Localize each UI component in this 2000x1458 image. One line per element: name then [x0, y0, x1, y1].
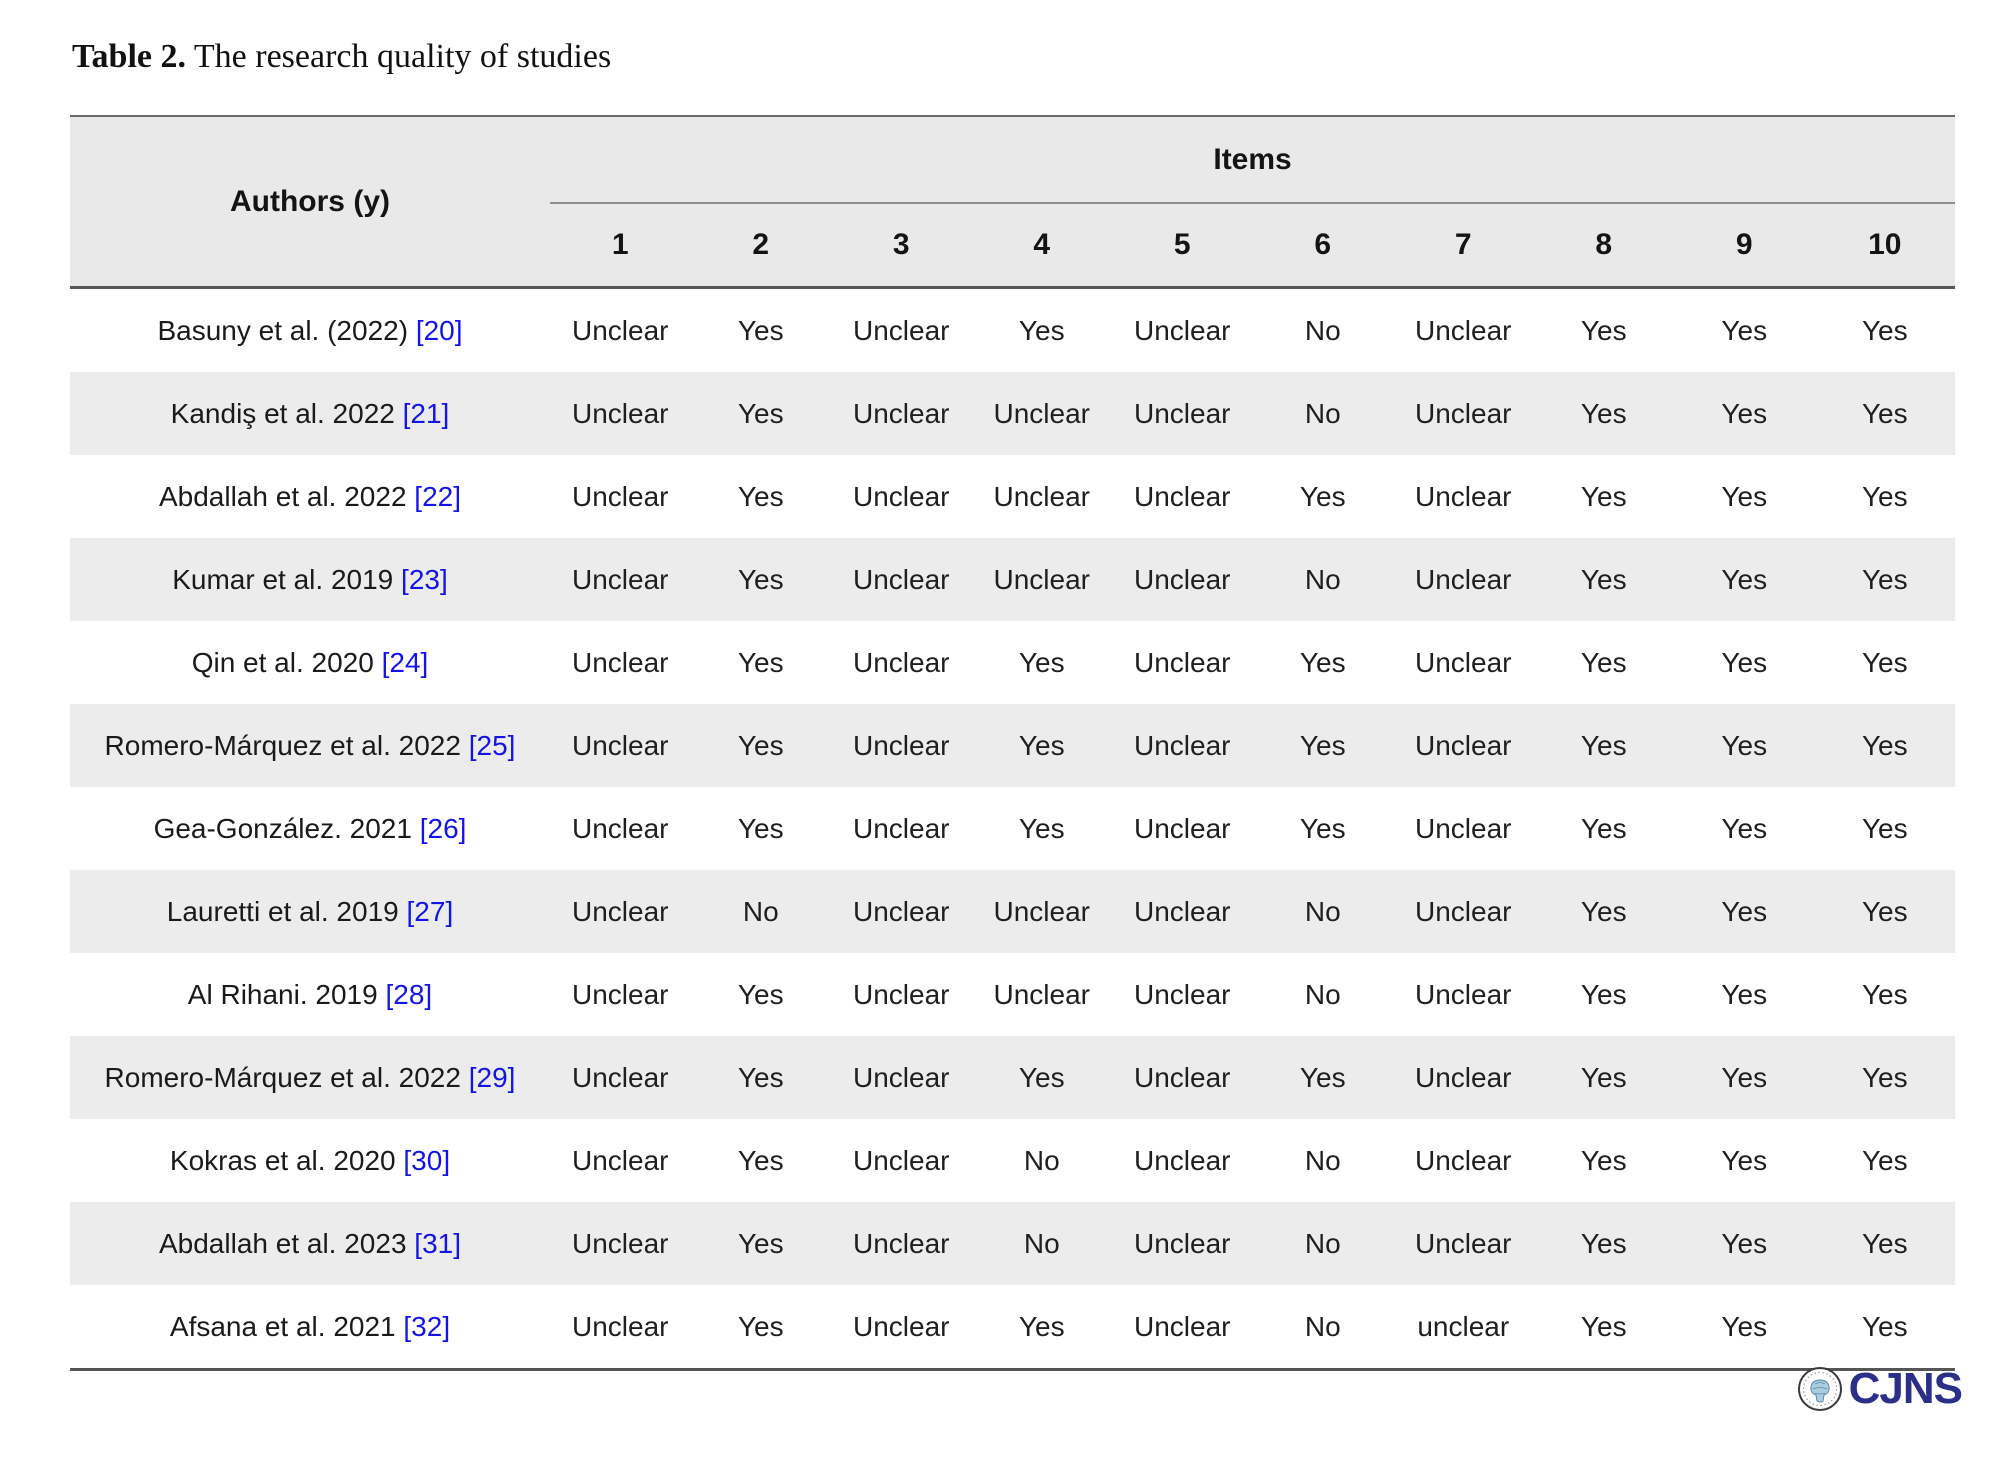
item-column-header: 9 [1674, 203, 1815, 288]
table-row [70, 1202, 1955, 1285]
item-value-cell: Unclear [550, 953, 691, 1036]
item-value-cell: Unclear [831, 621, 972, 704]
item-value-cell: Unclear [1112, 1119, 1253, 1202]
item-value-cell: Yes [1253, 1036, 1394, 1119]
author-cell [70, 870, 550, 953]
item-value-cell: Unclear [972, 372, 1113, 455]
item-value-cell: No [1253, 1119, 1394, 1202]
table-caption [72, 38, 611, 76]
item-value-cell: Unclear [972, 870, 1113, 953]
citation-link[interactable]: [23] [401, 563, 448, 595]
citation-link[interactable]: [31] [414, 1227, 461, 1259]
item-value-cell: Unclear [550, 704, 691, 787]
item-value-cell: No [1253, 288, 1394, 373]
item-value-cell: Yes [691, 455, 832, 538]
item-column-header: 7 [1393, 203, 1534, 288]
item-value-cell: Unclear [831, 1202, 972, 1285]
item-value-cell: Yes [1534, 870, 1675, 953]
item-value-cell: Yes [691, 1036, 832, 1119]
item-value-cell: Yes [1674, 538, 1815, 621]
citation-link[interactable]: [30] [403, 1144, 451, 1176]
citation-link[interactable]: [22] [414, 480, 461, 512]
item-value-cell: Unclear [1112, 1285, 1253, 1370]
authors-column-header: Authors (y) [70, 116, 550, 288]
table-body [70, 288, 1955, 1370]
item-value-cell: Unclear [831, 538, 972, 621]
item-value-cell: Yes [1534, 621, 1675, 704]
author-name: Kandiş et al. 2022 [170, 397, 403, 429]
item-column-header: 6 [1253, 203, 1394, 288]
item-value-cell: Unclear [831, 288, 972, 373]
table-row [70, 621, 1955, 704]
item-value-cell: Unclear [831, 455, 972, 538]
item-value-cell: Yes [1815, 288, 1956, 373]
table-row [70, 455, 1955, 538]
item-value-cell: Unclear [550, 787, 691, 870]
item-value-cell: No [1253, 1202, 1394, 1285]
item-value-cell: Unclear [1393, 372, 1534, 455]
item-column-header: 4 [972, 203, 1113, 288]
item-value-cell: Unclear [831, 870, 972, 953]
item-value-cell: No [972, 1202, 1113, 1285]
item-value-cell: Yes [691, 1285, 832, 1370]
author-cell [70, 1036, 550, 1119]
author-name: Abdallah et al. 2022 [158, 480, 415, 512]
item-value-cell: Yes [1253, 787, 1394, 870]
item-value-cell: No [1253, 1285, 1394, 1370]
item-value-cell: Unclear [1112, 704, 1253, 787]
item-value-cell: Unclear [1112, 455, 1253, 538]
item-value-cell: Yes [1674, 787, 1815, 870]
item-value-cell: Yes [972, 704, 1113, 787]
table-row [70, 538, 1955, 621]
author-name: Romero-Márquez et al. 2022 [104, 729, 469, 761]
item-value-cell: Unclear [550, 870, 691, 953]
author-cell [70, 1285, 550, 1370]
item-value-cell: Yes [1534, 538, 1675, 621]
item-value-cell: Unclear [1112, 1202, 1253, 1285]
item-value-cell: Unclear [831, 787, 972, 870]
table-row [70, 704, 1955, 787]
item-value-cell: Yes [1815, 787, 1956, 870]
item-value-cell: Yes [1674, 1119, 1815, 1202]
item-value-cell: Yes [1534, 1036, 1675, 1119]
item-value-cell: Yes [1815, 372, 1956, 455]
item-value-cell: Unclear [1393, 455, 1534, 538]
item-value-cell: Unclear [550, 1036, 691, 1119]
author-cell [70, 455, 550, 538]
item-value-cell: Yes [691, 704, 832, 787]
table-row [70, 1285, 1955, 1370]
item-value-cell: Yes [1534, 953, 1675, 1036]
item-value-cell: Yes [691, 1119, 832, 1202]
table-caption-text: The research quality of studies [193, 38, 612, 75]
item-value-cell: Yes [1674, 1202, 1815, 1285]
item-value-cell: Unclear [831, 953, 972, 1036]
item-value-cell: Unclear [972, 953, 1113, 1036]
item-value-cell: Yes [1674, 1036, 1815, 1119]
item-column-header: 3 [831, 203, 972, 288]
table-header [70, 116, 1955, 288]
author-cell [70, 787, 550, 870]
table-row [70, 787, 1955, 870]
item-value-cell: No [1253, 870, 1394, 953]
item-column-header: 8 [1534, 203, 1675, 288]
author-name: Afsana et al. 2021 [169, 1310, 404, 1342]
item-value-cell: Yes [1253, 621, 1394, 704]
item-value-cell: Yes [1534, 704, 1675, 787]
item-value-cell: Yes [1674, 455, 1815, 538]
item-value-cell: Yes [1534, 1202, 1675, 1285]
item-value-cell: Yes [1674, 870, 1815, 953]
table-row [70, 870, 1955, 953]
table-row [70, 372, 1955, 455]
cjns-emblem-icon [1797, 1366, 1843, 1412]
item-value-cell: Unclear [550, 621, 691, 704]
item-value-cell: Unclear [550, 372, 691, 455]
citation-link[interactable]: [29] [468, 1061, 516, 1093]
author-name: Kumar et al. 2019 [172, 563, 402, 595]
author-cell [70, 372, 550, 455]
research-quality-table [70, 115, 1955, 1371]
item-value-cell: Unclear [550, 1119, 691, 1202]
item-value-cell: Unclear [1393, 870, 1534, 953]
table-row [70, 1036, 1955, 1119]
author-name: Abdallah et al. 2023 [158, 1227, 415, 1259]
item-value-cell: Yes [972, 621, 1113, 704]
item-value-cell: Yes [972, 288, 1113, 373]
item-value-cell: Unclear [1393, 621, 1534, 704]
item-value-cell: Yes [691, 372, 832, 455]
item-value-cell: Yes [1534, 372, 1675, 455]
item-value-cell: Yes [972, 1036, 1113, 1119]
item-value-cell: Yes [1253, 704, 1394, 787]
author-cell [70, 621, 550, 704]
item-value-cell: Yes [691, 538, 832, 621]
item-value-cell: Unclear [1112, 621, 1253, 704]
item-value-cell: Yes [691, 621, 832, 704]
item-value-cell: Unclear [1112, 538, 1253, 621]
item-value-cell: Unclear [1393, 1036, 1534, 1119]
item-value-cell: Unclear [550, 455, 691, 538]
item-value-cell: Unclear [831, 372, 972, 455]
item-value-cell: Yes [1815, 1202, 1956, 1285]
item-column-header: 5 [1112, 203, 1253, 288]
item-value-cell: Unclear [831, 1119, 972, 1202]
item-value-cell: Unclear [1393, 288, 1534, 373]
item-value-cell: Yes [691, 1202, 832, 1285]
item-value-cell: Yes [1253, 455, 1394, 538]
item-value-cell: No [972, 1119, 1113, 1202]
author-name: Qin et al. 2020 [191, 646, 382, 678]
author-cell [70, 538, 550, 621]
author-name: Al Rihani. 2019 [187, 978, 386, 1010]
item-value-cell: unclear [1393, 1285, 1534, 1370]
item-value-cell: Unclear [831, 1285, 972, 1370]
item-value-cell: Unclear [972, 538, 1113, 621]
item-value-cell: Yes [1534, 1119, 1675, 1202]
journal-logo [1797, 1366, 1962, 1412]
item-value-cell: Unclear [1393, 704, 1534, 787]
item-value-cell: Yes [972, 787, 1113, 870]
citation-link[interactable]: [24] [381, 646, 429, 678]
author-cell [70, 1119, 550, 1202]
citation-link[interactable]: [25] [468, 729, 516, 761]
item-value-cell: Unclear [550, 538, 691, 621]
author-name: Gea-González. 2021 [153, 812, 420, 844]
item-value-cell: Unclear [1112, 787, 1253, 870]
citation-link[interactable]: [26] [419, 812, 467, 844]
table-row [70, 953, 1955, 1036]
item-value-cell: Unclear [1112, 870, 1253, 953]
item-value-cell: Yes [1815, 455, 1956, 538]
item-value-cell: Yes [1534, 787, 1675, 870]
citation-link[interactable]: [20] [415, 314, 463, 346]
author-name: Kokras et al. 2020 [169, 1144, 404, 1176]
item-value-cell: Unclear [550, 1285, 691, 1370]
item-value-cell: Unclear [1393, 538, 1534, 621]
item-value-cell: Yes [1534, 288, 1675, 373]
citation-link[interactable]: [27] [406, 895, 454, 927]
item-value-cell: Unclear [1393, 1119, 1534, 1202]
item-value-cell: Yes [691, 787, 832, 870]
item-value-cell: Yes [1674, 288, 1815, 373]
item-value-cell: Unclear [1112, 372, 1253, 455]
item-value-cell: Unclear [1112, 1036, 1253, 1119]
item-value-cell: Unclear [972, 455, 1113, 538]
item-value-cell: Yes [1674, 953, 1815, 1036]
author-name: Lauretti et al. 2019 [166, 895, 407, 927]
item-value-cell: Yes [1674, 1285, 1815, 1370]
author-cell [70, 953, 550, 1036]
item-value-cell: Yes [1815, 704, 1956, 787]
citation-link[interactable]: [32] [403, 1310, 451, 1342]
item-value-cell: Yes [1815, 870, 1956, 953]
item-value-cell: Yes [1534, 1285, 1675, 1370]
item-value-cell: No [1253, 953, 1394, 1036]
table-row [70, 1119, 1955, 1202]
item-value-cell: No [691, 870, 832, 953]
item-value-cell: Yes [1815, 1036, 1956, 1119]
author-name: Basuny et al. (2022) [157, 314, 416, 346]
item-value-cell: Unclear [1393, 787, 1534, 870]
item-value-cell: Unclear [831, 704, 972, 787]
item-value-cell: Yes [1815, 1119, 1956, 1202]
author-cell [70, 1202, 550, 1285]
citation-link[interactable]: [28] [385, 978, 433, 1010]
item-value-cell: Yes [1815, 1285, 1956, 1370]
item-value-cell: Unclear [1112, 953, 1253, 1036]
citation-link[interactable]: [21] [402, 397, 450, 429]
table-caption-label: Table 2. [72, 38, 187, 75]
item-value-cell: Unclear [831, 1036, 972, 1119]
item-value-cell: Unclear [1393, 953, 1534, 1036]
item-value-cell: Yes [691, 953, 832, 1036]
item-value-cell: Yes [1674, 372, 1815, 455]
items-group-header: Items [550, 116, 1955, 203]
item-value-cell: Yes [1674, 704, 1815, 787]
journal-abbrev: CJNS [1848, 1364, 1962, 1413]
item-value-cell: Yes [972, 1285, 1113, 1370]
item-value-cell: Unclear [1393, 1202, 1534, 1285]
item-column-header: 10 [1815, 203, 1956, 288]
item-column-header: 2 [691, 203, 832, 288]
author-cell [70, 288, 550, 373]
item-value-cell: No [1253, 372, 1394, 455]
item-value-cell: Unclear [1112, 288, 1253, 373]
item-value-cell: Yes [1815, 538, 1956, 621]
item-value-cell: Unclear [550, 1202, 691, 1285]
item-value-cell: Yes [1534, 455, 1675, 538]
author-name: Romero-Márquez et al. 2022 [104, 1061, 469, 1093]
author-cell [70, 704, 550, 787]
item-value-cell: Unclear [550, 288, 691, 373]
item-column-header: 1 [550, 203, 691, 288]
table-row [70, 288, 1955, 373]
item-value-cell: Yes [691, 288, 832, 373]
item-value-cell: Yes [1815, 953, 1956, 1036]
item-value-cell: Yes [1815, 621, 1956, 704]
item-value-cell: Yes [1674, 621, 1815, 704]
item-value-cell: No [1253, 538, 1394, 621]
